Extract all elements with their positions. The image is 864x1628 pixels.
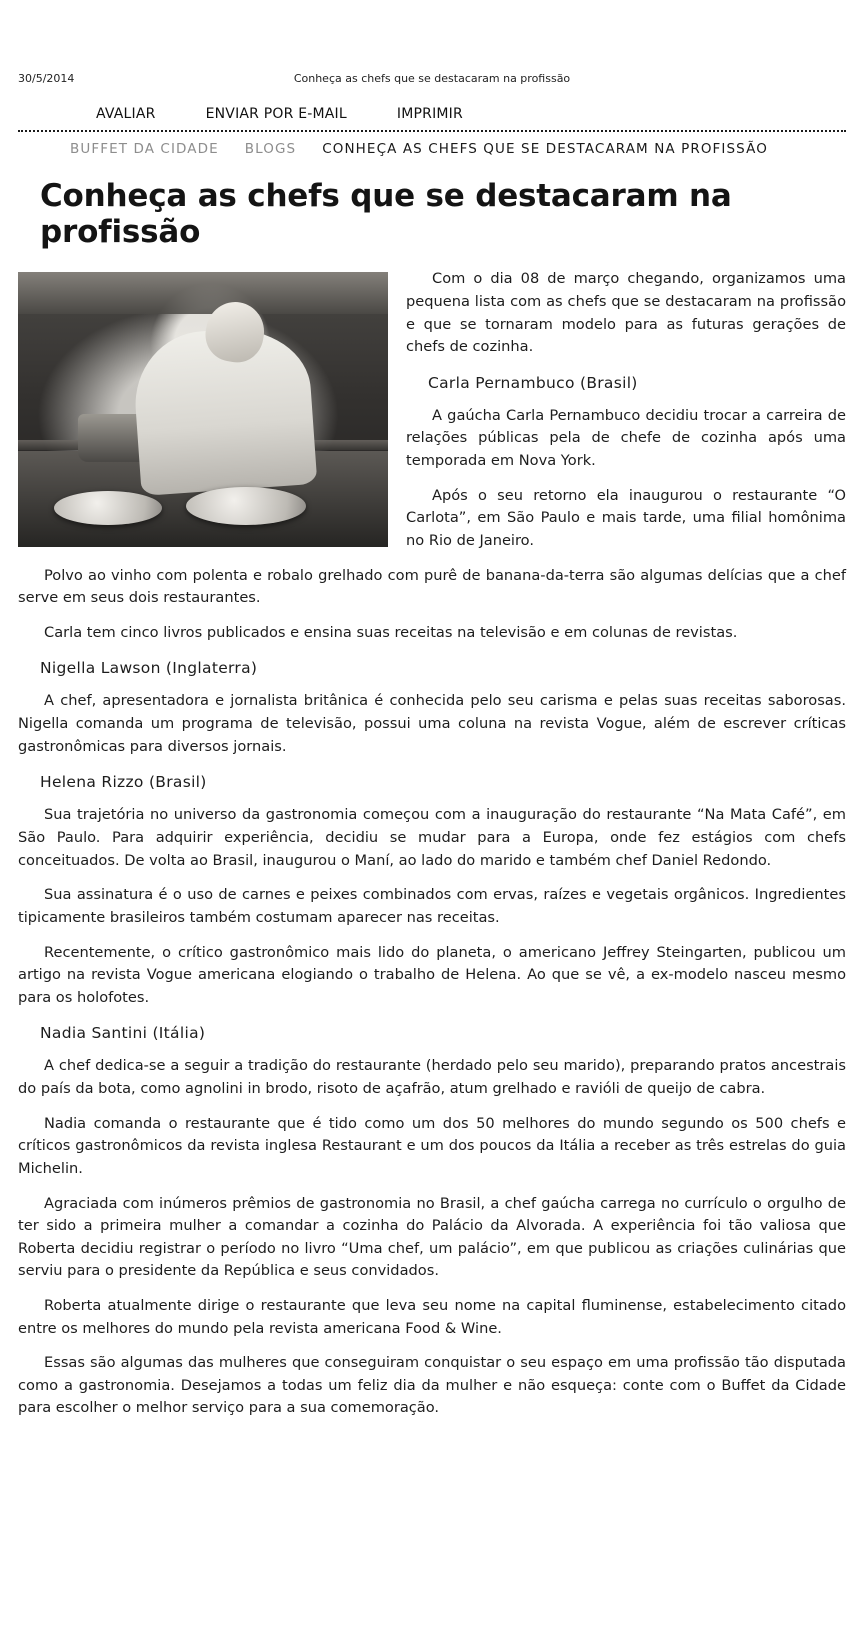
paragraph-carla-4: Carla tem cinco livros publicados e ensina suas receitas na televisão e em colunas de revistas. bbox=[44, 623, 738, 641]
print-header bbox=[18, 0, 846, 88]
paragraph-nadia-2: Nadia comanda o restaurante que é tido como um dos 50 melhores do mundo segundo os 500 chefs e críticos gastronômicos da revista inglesa Restaurant e um dos poucos da Itália a receber as três estrelas do guia Michelin. bbox=[18, 1114, 846, 1177]
article-actions bbox=[18, 106, 846, 122]
paragraph-carla-2: Após o seu retorno ela inaugurou o restaurante “O Carlota”, em São Paulo e mais tarde, uma filial homônima no Rio de Janeiro. bbox=[406, 486, 846, 549]
lead-photo bbox=[18, 272, 388, 547]
paragraph-closing: Essas são algumas das mulheres que conseguiram conquistar o seu espaço em uma profissão tão disputada como a gastronomia. Desejamos a todas um feliz dia da mulher e não esqueça: conte com o Buffet da Cidade para escolher o melhor serviço para a sua comemoração. bbox=[18, 1354, 846, 1417]
paragraph-helena-1: Sua trajetória no universo da gastronomia começou com a inauguração do restaurante “Na Mata Café”, em São Paulo. Para adquirir experiência, decidiu se mudar para a Europa, onde fez estágios com chefs conceituados. De volta ao Brasil, inaugurou o Maní, ao lado do marido e também chef Daniel Redondo. bbox=[18, 806, 846, 869]
paragraph-helena-3: Recentemente, o crítico gastronômico mais lido do planeta, o americano Jeffrey Steingarten, publicou um artigo na revista Vogue americana elogiando o trabalho de Helena. Ao que se vê, a ex-modelo nasceu mesmo para os holofotes. bbox=[18, 943, 846, 1006]
section-heading-helena-rizzo: Helena Rizzo (Brasil) bbox=[40, 773, 207, 792]
section-heading-nigella-lawson: Nigella Lawson (Inglaterra) bbox=[40, 659, 258, 678]
photo-kitchen-hood bbox=[18, 272, 388, 314]
paragraph-roberta-1: Agraciada com inúmeros prêmios de gastronomia no Brasil, a chef gaúcha carrega no currículo o orgulho de ter sido a primeira mulher a comandar a cozinha do Palácio da Alvorada. A experiência foi tão valiosa que Roberta decidiu registrar o período no livro “Uma chef, um palácio”, em que publicou as criações culinárias que serviu para o presidente da República e seus convidados. bbox=[18, 1194, 846, 1280]
avaliar-link[interactable]: AVALIAR bbox=[96, 106, 156, 122]
breadcrumb-item-buffet-da-cidade[interactable]: BUFFET DA CIDADE bbox=[70, 141, 219, 157]
section-heading-nadia-santini: Nadia Santini (Itália) bbox=[40, 1024, 206, 1043]
paragraph-carla-1: A gaúcha Carla Pernambuco decidiu trocar a carreira de relações públicas pela de chefe de cozinha após uma temporada em Nova York. bbox=[406, 406, 846, 470]
page-title: Conheça as chefs que se destacaram na profissão bbox=[40, 178, 732, 250]
section-heading-carla-pernambuco: Carla Pernambuco (Brasil) bbox=[428, 373, 638, 392]
paragraph-intro: Com o dia 08 de março chegando, organizamos uma pequena lista com as chefs que se destacaram na profissão e que se tornaram modelo para as futuras gerações de chefs de cozinha. bbox=[406, 270, 846, 356]
article-body bbox=[18, 268, 846, 1432]
print-date: 30/5/2014 bbox=[18, 72, 75, 85]
breadcrumb-item-current: CONHEÇA AS CHEFS QUE SE DESTACARAM NA PROFISSÃO bbox=[322, 141, 768, 157]
paragraph-roberta-2: Roberta atualmente dirige o restaurante que leva seu nome na capital fluminense, estabelecimento citado entre os melhores do mundo pela revista americana Food & Wine. bbox=[18, 1296, 846, 1337]
breadcrumb-item-blogs[interactable]: BLOGS bbox=[244, 141, 297, 157]
paragraph-carla-3: Polvo ao vinho com polenta e robalo grelhado com purê de banana-da-terra são algumas delícias que a chef serve em seus dois restaurantes. bbox=[18, 566, 846, 607]
divider bbox=[18, 130, 846, 132]
paragraph-nadia-1: A chef dedica-se a seguir a tradição do restaurante (herdado pelo seu marido), preparando pratos ancestrais do país da bota, como agnolini in brodo, risoto de açafrão, atum grelhado e ravióli de queijo de cabra. bbox=[18, 1057, 846, 1098]
paragraph-helena-2: Sua assinatura é o uso de carnes e peixes combinados com ervas, raízes e vegetais orgânicos. Ingredientes tipicamente brasileiros também costumam aparecer nas receitas. bbox=[18, 886, 846, 926]
imprimir-link[interactable]: IMPRIMIR bbox=[396, 106, 463, 122]
paragraph-nigella-1: A chef, apresentadora e jornalista britânica é conhecida pelo seu carisma e pelas suas receitas saborosas. Nigella comanda um programa de televisão, possui uma coluna na revista Vogue, além de escrever críticas gastronômicas para diversos jornais. bbox=[18, 692, 846, 755]
enviar-por-email-link[interactable]: ENVIAR POR E-MAIL bbox=[205, 106, 347, 122]
breadcrumb bbox=[18, 141, 846, 157]
print-header-title: Conheça as chefs que se destacaram na profissão bbox=[293, 72, 571, 85]
